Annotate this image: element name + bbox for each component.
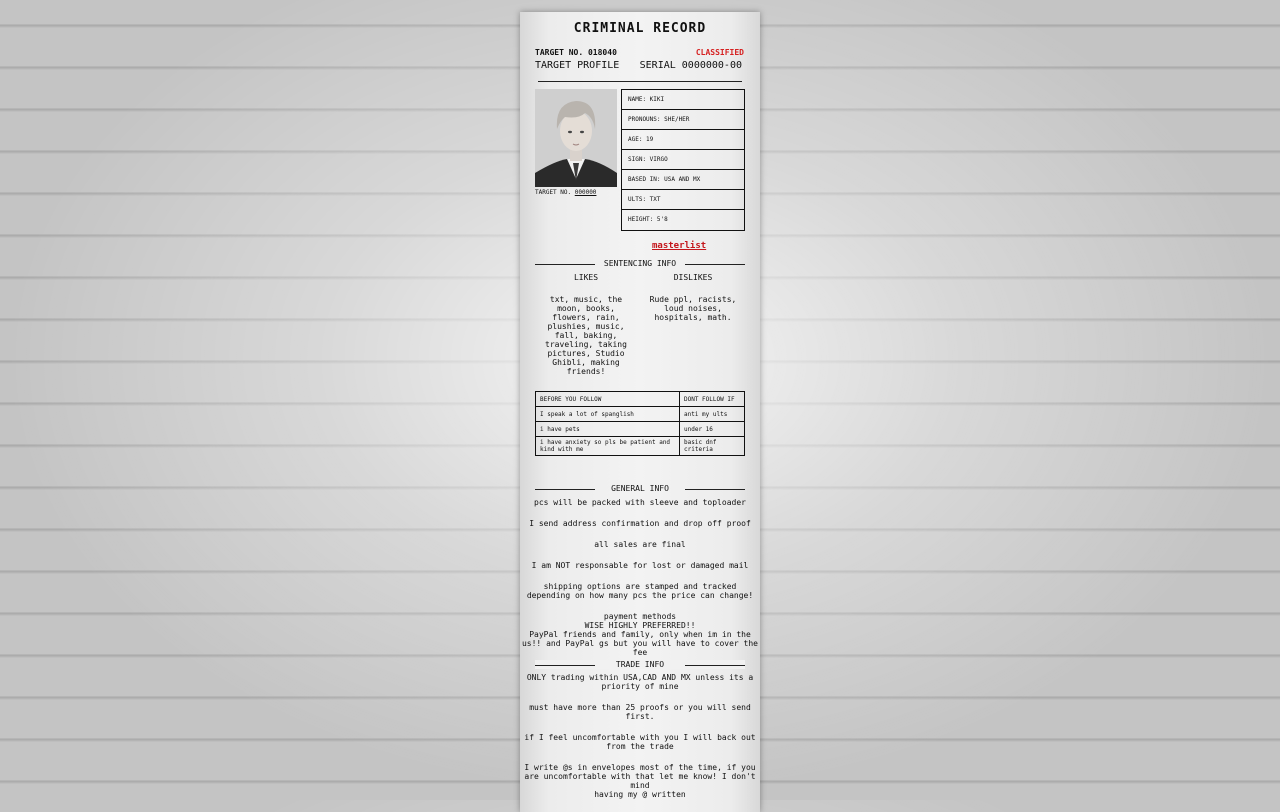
table-header-before-follow: BEFORE YOU FOLLOW [536, 392, 680, 407]
likes-heading: LIKES [573, 273, 599, 282]
criminal-record-sheet [520, 12, 760, 812]
table-header-dont-follow: DONT FOLLOW IF [680, 392, 745, 407]
fact-height: HEIGHT: 5'8 [628, 216, 668, 223]
general-line: I am NOT responsable for lost or damaged mail [531, 561, 749, 570]
general-line: all sales are final [594, 540, 686, 549]
table-cell: under 16 [680, 422, 745, 437]
general-line: payment methods [603, 612, 677, 621]
general-line: pcs will be packed with sleeve and toploader [534, 498, 746, 507]
trade-line: having my @ written [594, 790, 686, 799]
dislikes-text: Rude ppl, racists, loud noises, hospitals, math. [649, 295, 737, 322]
trade-info-heading: TRADE INFO [535, 660, 745, 669]
page-title: CRIMINAL RECORD [573, 21, 707, 36]
fact-name: NAME: KIKI [622, 90, 744, 110]
general-line: shipping options are stamped and tracked depending on how many pcs the price can change! [526, 582, 754, 600]
general-line: I send address confirmation and drop off proof [529, 519, 751, 528]
classified-stamp: CLASSIFIED [695, 48, 744, 57]
general-line: PayPal friends and family, only when im in the us!! and PayPal gs but you will have to cover the fee [521, 630, 758, 657]
photo-caption [535, 189, 596, 196]
target-profile-label: TARGET PROFILE [535, 60, 620, 71]
trade-line: ONLY trading within USA,CAD AND MX unless its a priority of mine [526, 673, 754, 691]
photo-caption-value: 000000 [574, 189, 597, 196]
table-cell: i have anxiety so pls be patient and kind with me [536, 437, 680, 456]
table-cell: anti my ults [680, 407, 745, 422]
portrait-photo [535, 89, 617, 187]
table-cell: basic dnf criteria [680, 437, 745, 456]
general-info-heading: GENERAL INFO [535, 484, 745, 493]
trade-line: I write @s in envelopes most of the time, if you are uncomfortable with that let me know! I don't mind [524, 763, 756, 790]
target-number: TARGET NO. 018040 [535, 48, 617, 57]
table-row [536, 392, 745, 407]
table-cell: I speak a lot of spanglish [536, 407, 680, 422]
profile-facts-table [621, 89, 745, 231]
trade-line: must have more than 25 proofs or you will send first. [529, 703, 751, 721]
masterlist-link[interactable]: masterlist [652, 241, 707, 251]
table-row [536, 437, 745, 456]
general-line: WISE HIGHLY PREFERRED!! [584, 621, 696, 630]
follow-table [535, 391, 745, 456]
photo-caption-prefix: TARGET NO. [535, 189, 572, 196]
serial-number: SERIAL 0000000-00 [639, 60, 742, 71]
dislikes-heading: DISLIKES [673, 273, 713, 282]
likes-text: txt, music, the moon, books, flowers, rain, plushies, music, fall, baking, traveling, taking pictures, Studio Ghibli, making friends! [545, 295, 627, 376]
table-row [536, 407, 745, 422]
header-divider [538, 81, 742, 82]
sentencing-info-heading: SENTENCING INFO [535, 259, 745, 268]
table-cell: i have pets [536, 422, 680, 437]
fact-pronouns: PRONOUNS: SHE/HER [622, 110, 744, 130]
fact-sign: SIGN: VIRGO [622, 150, 744, 170]
fact-based-in: BASED IN: USA AND MX [622, 170, 744, 190]
portrait-illustration [535, 89, 617, 187]
fact-ults: ULTS: TXT [622, 190, 744, 210]
trade-line: if I feel uncomfortable with you I will back out from the trade [524, 733, 756, 751]
table-row [536, 422, 745, 437]
fact-age: AGE: 19 [622, 130, 744, 150]
